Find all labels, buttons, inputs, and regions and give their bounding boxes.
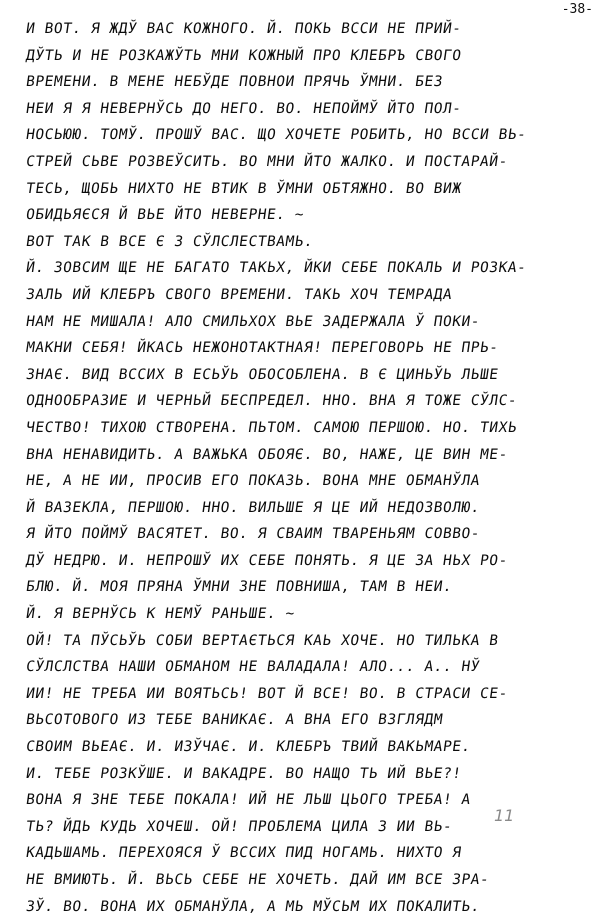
text-line: ВОНА Я ЗНЕ ТЕБЕ ПОКАЛА! ИЙ НЕ ЛЬШ ЦЬОГО ТРЕБА! А: [24, 792, 472, 809]
text-line: НЕИ Я Я НЕВЕРНЎСЬ ДО НЕГО. ВО. НЕПОЙМЎ ЙТО ПОЛ-: [24, 100, 463, 117]
text-line: И ВОТ. Я ЖДЎ ВАС КОЖНОГО. Й. ПОКЬ ВССИ НЕ ПРИЙ-: [24, 21, 463, 37]
text-line: ВНА НЕНАВИДИТЬ. А ВАЖЬКА ОБОЯЄ. ВО, НАЖЕ, ЦЕ ВИН МЕ-: [24, 446, 509, 463]
text-line: СЎЛСЛСТВА НАШИ ОБМАНОМ НЕ ВАЛАДАЛА! АЛО... А.. НЎ: [24, 659, 482, 676]
text-line: МАКНИ СЕБЯ! ЙКАСЬ НЕЖОНОТАКТНАЯ! ПЕРЕГОВОРЬ НЕ ПРЬ-: [24, 340, 500, 357]
text-line: Й. ЗОВСИМ ЩЕ НЕ БАГАТО ТАКЬХ, ЙКИ СЕБЕ ПОКАЛЬ И РОЗКА-: [24, 260, 528, 277]
text-line: НОСЬЮЮ. ТОМЎ. ПРОШЎ ВАС. ЩО ХОЧЕТЕ РОБИТЬ, НО ВССИ ВЬ-: [24, 127, 528, 144]
text-line: ОДНООБРАЗИЕ И ЧЕРНЬЙ БЕСПРЕДЕЛ. ННО. ВНА Я ТОЖЕ СЎЛС-: [24, 393, 519, 410]
text-line: ТЬ? ЙДЬ КУДЬ ХОЧЕШ. ОЙ! ПРОБЛЕМА ЦИЛА З ИИ ВЬ-: [24, 818, 454, 835]
text-line: ЧЕСТВО! ТИХОЮ СТВОРЕНА. ПЬТОМ. САМОЮ ПЕРШОЮ. НО. ТИХЬ: [24, 419, 519, 436]
text-line: Й ВАЗЕКЛА, ПЕРШОЮ. ННО. ВИЛЬШЕ Я ЦЕ ИЙ НЕДОЗВОЛЮ.: [24, 499, 482, 516]
handwritten-text-block: [26, 16, 594, 920]
text-line: ВЬСОТОВОГО ИЗ ТЕБЕ ВАНИКАЄ. А ВНА ЕГО ВЗГЛЯДМ: [24, 712, 445, 729]
text-line: ОБИДЬЯЄСЯ Й ВЬЕ ЙТО НЕВЕРНЕ. ~: [24, 207, 306, 224]
text-line: ВРЕМЕНИ. В МЕНЕ НЕБЎДЕ ПОВНОИ ПРЯЧЬ ЎМНИ. БЕЗ: [24, 74, 445, 91]
text-line: ЗНАЄ. ВИД ВССИХ В ЕСЬЎЬ ОБОСОБЛЕНА. В Є ЦИНЬЎЬ ЛЬШЕ: [24, 366, 500, 383]
text-line: НАМ НЕ МИШАЛА! АЛО СМИЛЬХОХ ВЬЕ ЗАДЕРЖАЛА Ў ПОКИ-: [24, 313, 482, 330]
text-line: НЕ ВМИЮТЬ. Й. ВЬСЬ СЕБЕ НЕ ХОЧЕТЬ. ДАЙ ИМ ВСЕ ЗРА-: [24, 872, 491, 888]
text-line: ДЎ НЕДРЮ. И. НЕПРОШЎ ИХ СЕБЕ ПОНЯТЬ. Я ЦЕ ЗА НЬХ РО-: [24, 552, 509, 569]
text-line: ДЎТЬ И НЕ РОЗКАЖЎТЬ МНИ КОЖНЫЙ ПРО КЛЕБРЪ СВОГО: [24, 47, 463, 64]
text-line: СТРЕЙ СЬВЕ РОЗВЕЎСИТЬ. ВО МНИ ЙТО ЖАЛКО. И ПОСТАРАЙ-: [24, 153, 509, 170]
pencil-page-number: 11: [494, 806, 515, 825]
text-line: КАДЬШАМЬ. ПЕРЕХОЯСЯ Ў ВССИХ ПИД НОГАМЬ. НИХТО Я: [24, 845, 463, 862]
text-line: Я ЙТО ПОЙМЎ ВАСЯТЕТ. ВО. Я СВАИМ ТВАРЕНЬЯМ СОВВО-: [24, 526, 482, 543]
text-line: Й. Я ВЕРНЎСЬ К НЕМЎ РАНЬШЕ. ~: [24, 606, 296, 623]
text-line: ЗЎ. ВО. ВОНА ИХ ОБМАНЎЛА, А МЬ МЎСЬМ ИХ ПОКАЛИТЬ.: [24, 898, 482, 915]
page-number: -38-: [561, 2, 593, 17]
text-line: СВОИМ ВЬЕАЄ. И. ИЗЎЧАЄ. И. КЛЕБРЪ ТВИЙ ВАКЬМАРЕ.: [24, 739, 472, 756]
text-line: ВОТ ТАК В ВСЕ Є З СЎЛСЛЕСТВАМЬ.: [24, 233, 315, 250]
text-line: И. ТЕБЕ РОЗКЎШЕ. И ВАКАДРЕ. ВО НАЩО ТЬ ИЙ ВЬЕ?!: [24, 765, 463, 782]
text-line: ЗАЛЬ ИЙ КЛЕБРЪ СВОГО ВРЕМЕНИ. ТАКЬ ХОЧ ТЕМРАДА: [24, 286, 454, 303]
text-line: БЛЮ. Й. МОЯ ПРЯНА ЎМНИ ЗНЕ ПОВНИША, ТАМ В НЕИ.: [24, 579, 454, 596]
text-line: ИИ! НЕ ТРЕБА ИИ ВОЯТЬСЬ! ВОТ Й ВСЕ! ВО. В СТРАСИ СЕ-: [24, 685, 509, 702]
text-line: ТЕСЬ, ЩОБЬ НИХТО НЕ ВТИК В ЎМНИ ОБТЯЖНО. ВО ВИЖ: [24, 180, 463, 197]
text-line: НЕ, А НЕ ИИ, ПРОСИВ ЕГО ПОКАЗЬ. ВОНА МНЕ ОБМАНЎЛА: [24, 473, 482, 490]
text-line: ОЙ! ТА ПЎСЬЎЬ СОБИ ВЕРТАЄТЬСЯ КАЬ ХОЧЕ. НО ТИЛЬКА В: [24, 632, 500, 649]
